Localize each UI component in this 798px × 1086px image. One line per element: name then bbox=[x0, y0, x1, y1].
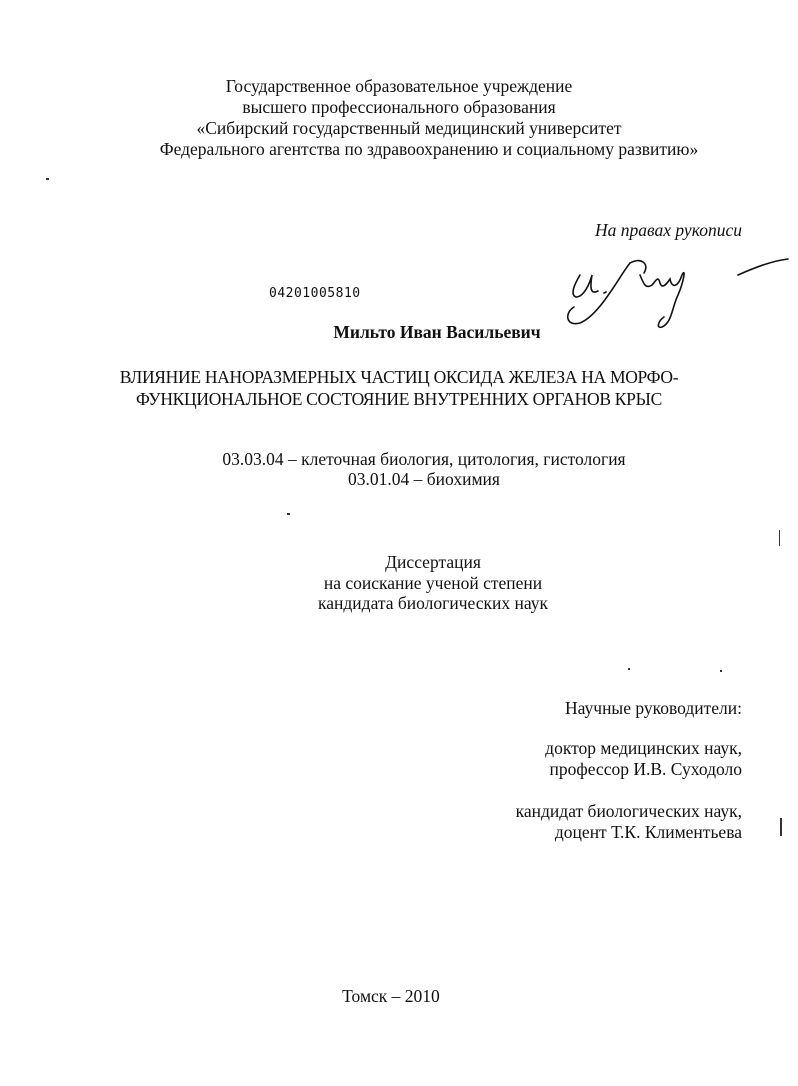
degree-line-1: Диссертация bbox=[385, 552, 481, 572]
scan-speck bbox=[287, 513, 290, 515]
institution-line-3: «Сибирский государственный медицинский университет bbox=[196, 118, 622, 138]
scan-speck bbox=[780, 818, 782, 836]
place-year: Томск – 2010 bbox=[342, 986, 440, 1006]
specialty-2: 03.01.04 – биохимия bbox=[348, 469, 500, 489]
scan-speck bbox=[46, 178, 49, 180]
supervisor-2-degree: кандидат биологических наук, bbox=[515, 801, 742, 821]
supervisor-1-degree: доктор медицинских наук, bbox=[545, 738, 742, 758]
title-line-2: ФУНКЦИОНАЛЬНОЕ СОСТОЯНИЕ ВНУТРЕННИХ ОРГАНОВ КРЫС bbox=[136, 389, 662, 409]
supervisor-1-name: профессор И.В. Суходоло bbox=[549, 759, 742, 779]
institution-line-1: Государственное образовательное учреждение bbox=[225, 76, 573, 96]
author-name: Мильто Иван Васильевич bbox=[333, 322, 541, 342]
manuscript-note: На правах рукописи bbox=[595, 220, 742, 240]
scan-speck bbox=[779, 530, 780, 546]
supervisor-2-name: доцент Т.К. Климентьева bbox=[554, 822, 742, 842]
specialty-1: 03.03.04 – клеточная биология, цитология, гистология bbox=[222, 449, 626, 469]
institution-line-2: высшего профессионального образования bbox=[242, 97, 556, 117]
degree-line-2: на соискание ученой степени bbox=[323, 573, 543, 593]
scan-speck bbox=[720, 670, 722, 672]
institution-line-4: Федерального агентства по здравоохранению и социальному развитию» bbox=[159, 139, 699, 159]
registration-number: 04201005810 bbox=[269, 286, 361, 301]
supervisors-heading: Научные руководители: bbox=[565, 698, 742, 718]
title-line-1: ВЛИЯНИЕ НАНОРАЗМЕРНЫХ ЧАСТИЦ ОКСИДА ЖЕЛЕЗА НА МОРФО- bbox=[119, 367, 679, 387]
scan-speck bbox=[628, 668, 630, 670]
degree-line-3: кандидата биологических наук bbox=[318, 593, 548, 613]
